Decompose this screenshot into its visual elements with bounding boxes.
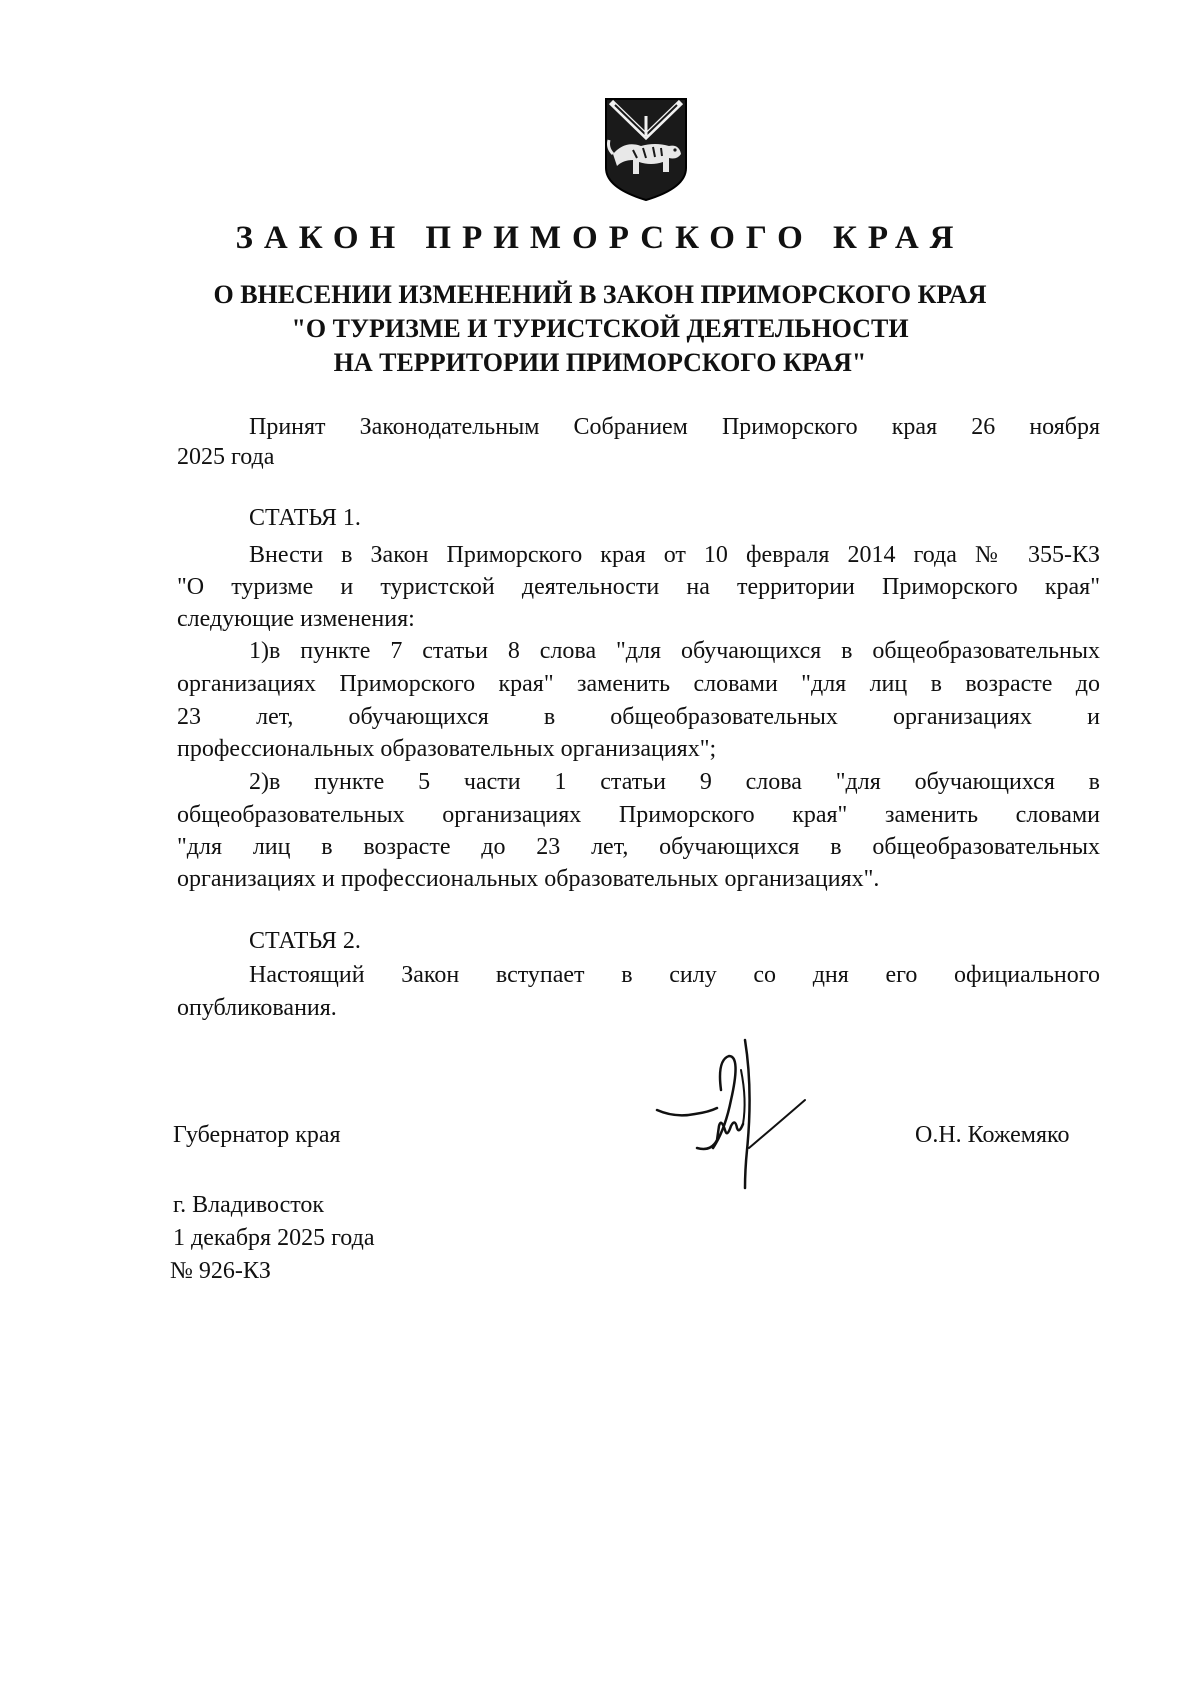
article1-intro-line: "О туризме и туристской деятельности на территории Приморского края" bbox=[177, 574, 1100, 600]
article1-intro-line: следующие изменения: bbox=[177, 606, 415, 632]
signatory-name: О.Н. Кожемяко bbox=[915, 1122, 1070, 1148]
article2-line: опубликования. bbox=[177, 995, 337, 1021]
article2-line: Настоящий Закон вступает в силу со дня его официального bbox=[249, 962, 1100, 988]
article1-item2-line: 2)в пункте 5 части 1 статьи 9 слова "для обучающихся в bbox=[249, 769, 1100, 795]
article1-item2-line: "для лиц в возрасте до 23 лет, обучающихся в общеобразовательных bbox=[177, 834, 1100, 860]
article1-heading: СТАТЬЯ 1. bbox=[249, 505, 361, 531]
subtitle-line: НА ТЕРРИТОРИИ ПРИМОРСКОГО КРАЯ" bbox=[333, 348, 867, 377]
footer-number: № 926-КЗ bbox=[170, 1258, 271, 1284]
article1-item2-line: организациях и профессиональных образовательных организациях". bbox=[177, 866, 880, 892]
adoption-line: 2025 года bbox=[177, 444, 275, 470]
law-title: ЗАКОН ПРИМОРСКОГО КРАЯ bbox=[235, 220, 965, 256]
article2-heading: СТАТЬЯ 2. bbox=[249, 928, 361, 954]
article1-item1-line: организациях Приморского края" заменить словами "для лиц в возрасте до bbox=[177, 671, 1100, 697]
article1-item1-line: 23 лет, обучающихся в общеобразовательных организациях и bbox=[177, 704, 1100, 730]
handwritten-signature bbox=[655, 1030, 815, 1190]
subtitle-line: "О ТУРИЗМЕ И ТУРИСТСКОЙ ДЕЯТЕЛЬНОСТИ bbox=[291, 314, 909, 343]
coat-of-arms-icon bbox=[603, 96, 689, 202]
subtitle-line: О ВНЕСЕНИИ ИЗМЕНЕНИЙ В ЗАКОН ПРИМОРСКОГО КРАЯ bbox=[213, 280, 987, 309]
law-subtitle bbox=[0, 278, 1200, 380]
article1-item1-line: профессиональных образовательных организациях"; bbox=[177, 736, 717, 762]
footer-date: 1 декабря 2025 года bbox=[173, 1225, 375, 1251]
article1-intro-line: Внести в Закон Приморского края от 10 февраля 2014 года № 355-КЗ bbox=[249, 542, 1100, 568]
signatory-position: Губернатор края bbox=[173, 1122, 341, 1148]
footer-city: г. Владивосток bbox=[173, 1192, 325, 1218]
article1-item2-line: общеобразовательных организациях Приморского края" заменить словами bbox=[177, 802, 1100, 828]
article1-item1-line: 1)в пункте 7 статьи 8 слова "для обучающихся в общеобразовательных bbox=[249, 638, 1100, 664]
adoption-line: Принят Законодательным Собранием Приморского края 26 ноября bbox=[249, 414, 1100, 440]
